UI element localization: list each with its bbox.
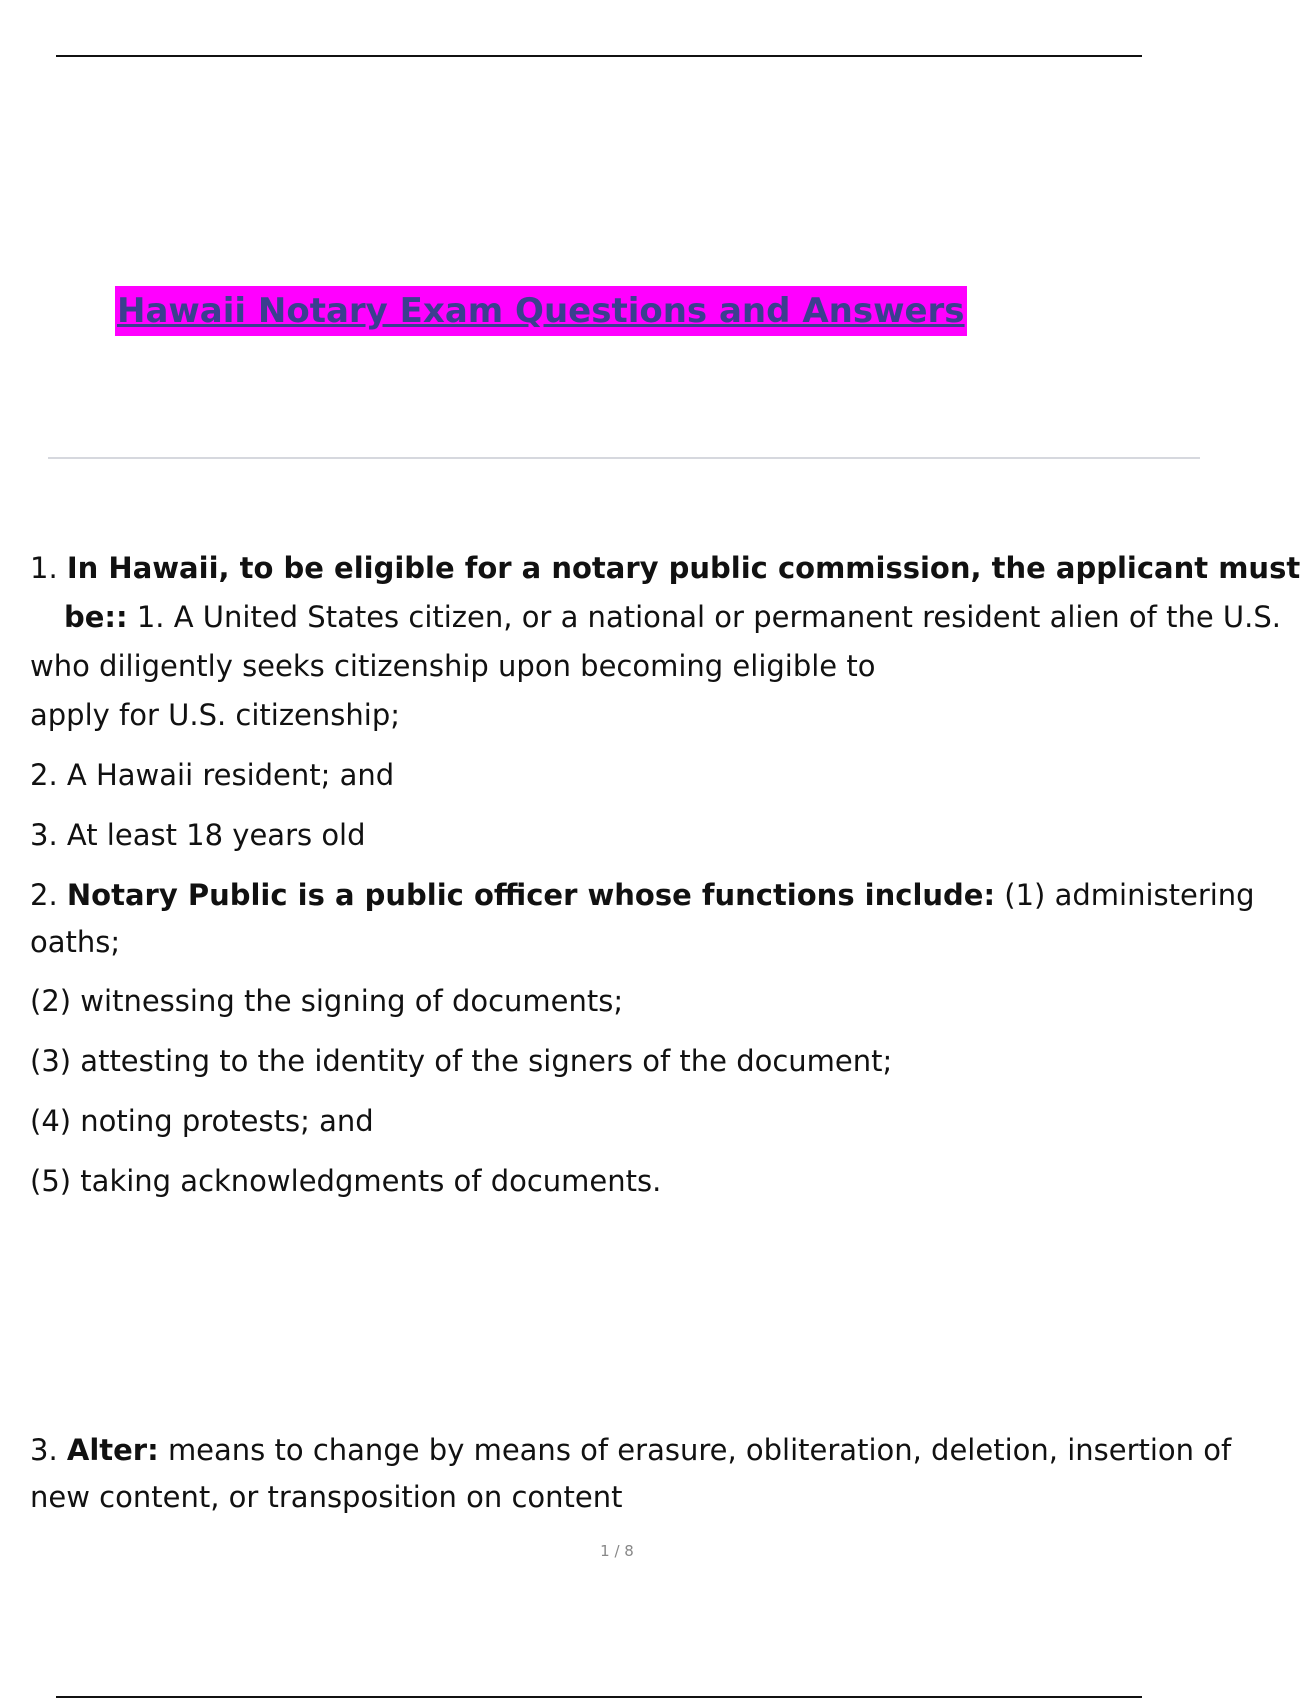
item-2-answer-line: (1) administering xyxy=(1004,878,1255,912)
item-1-answer-line: 1. A United States citizen, or a national or permanent resident alien of the U.S. xyxy=(136,600,1281,634)
document-title: Hawaii Notary Exam Questions and Answers xyxy=(115,286,967,336)
item-2-answer-line: oaths; xyxy=(30,925,121,959)
item-1-answer-line: 2. A Hawaii resident; and xyxy=(30,758,395,792)
item-1-question-cont: be:: xyxy=(64,600,128,634)
item-1-number: 1. xyxy=(30,551,58,585)
item-1-question-line xyxy=(30,548,1300,588)
item-1-answer-line: 3. At least 18 years old xyxy=(30,818,366,852)
item-3-question-line xyxy=(30,1430,1231,1470)
item-3-answer-line: means to change by means of erasure, obliteration, deletion, insertion of xyxy=(167,1433,1232,1467)
bottom-rule xyxy=(56,1696,1142,1698)
item-1-answer-line: apply for U.S. citizenship; xyxy=(30,698,401,732)
item-2-answer-line: (3) attesting to the identity of the signers of the document; xyxy=(30,1044,893,1078)
item-1-question-cont-line xyxy=(64,597,1281,637)
item-3-answer-line: new content, or transposition on content xyxy=(30,1480,623,1514)
item-3-number: 3. xyxy=(30,1433,58,1467)
item-2-answer-line: (2) witnessing the signing of documents; xyxy=(30,984,624,1018)
item-2-question: Notary Public is a public officer whose functions include: xyxy=(66,878,996,912)
item-2-number: 2. xyxy=(30,878,58,912)
item-1-question: In Hawaii, to be eligible for a notary public commission, the applicant must xyxy=(66,551,1300,585)
item-2-answer-line: (4) noting protests; and xyxy=(30,1104,374,1138)
item-2-answer-line: (5) taking acknowledgments of documents. xyxy=(30,1164,662,1198)
item-1-answer-line: who diligently seeks citizenship upon becoming eligible to xyxy=(30,649,876,683)
item-2-question-line xyxy=(30,875,1255,915)
document-body xyxy=(30,0,1300,1700)
page-number: 1 / 8 xyxy=(600,1542,634,1560)
item-3-question: Alter: xyxy=(66,1433,159,1467)
